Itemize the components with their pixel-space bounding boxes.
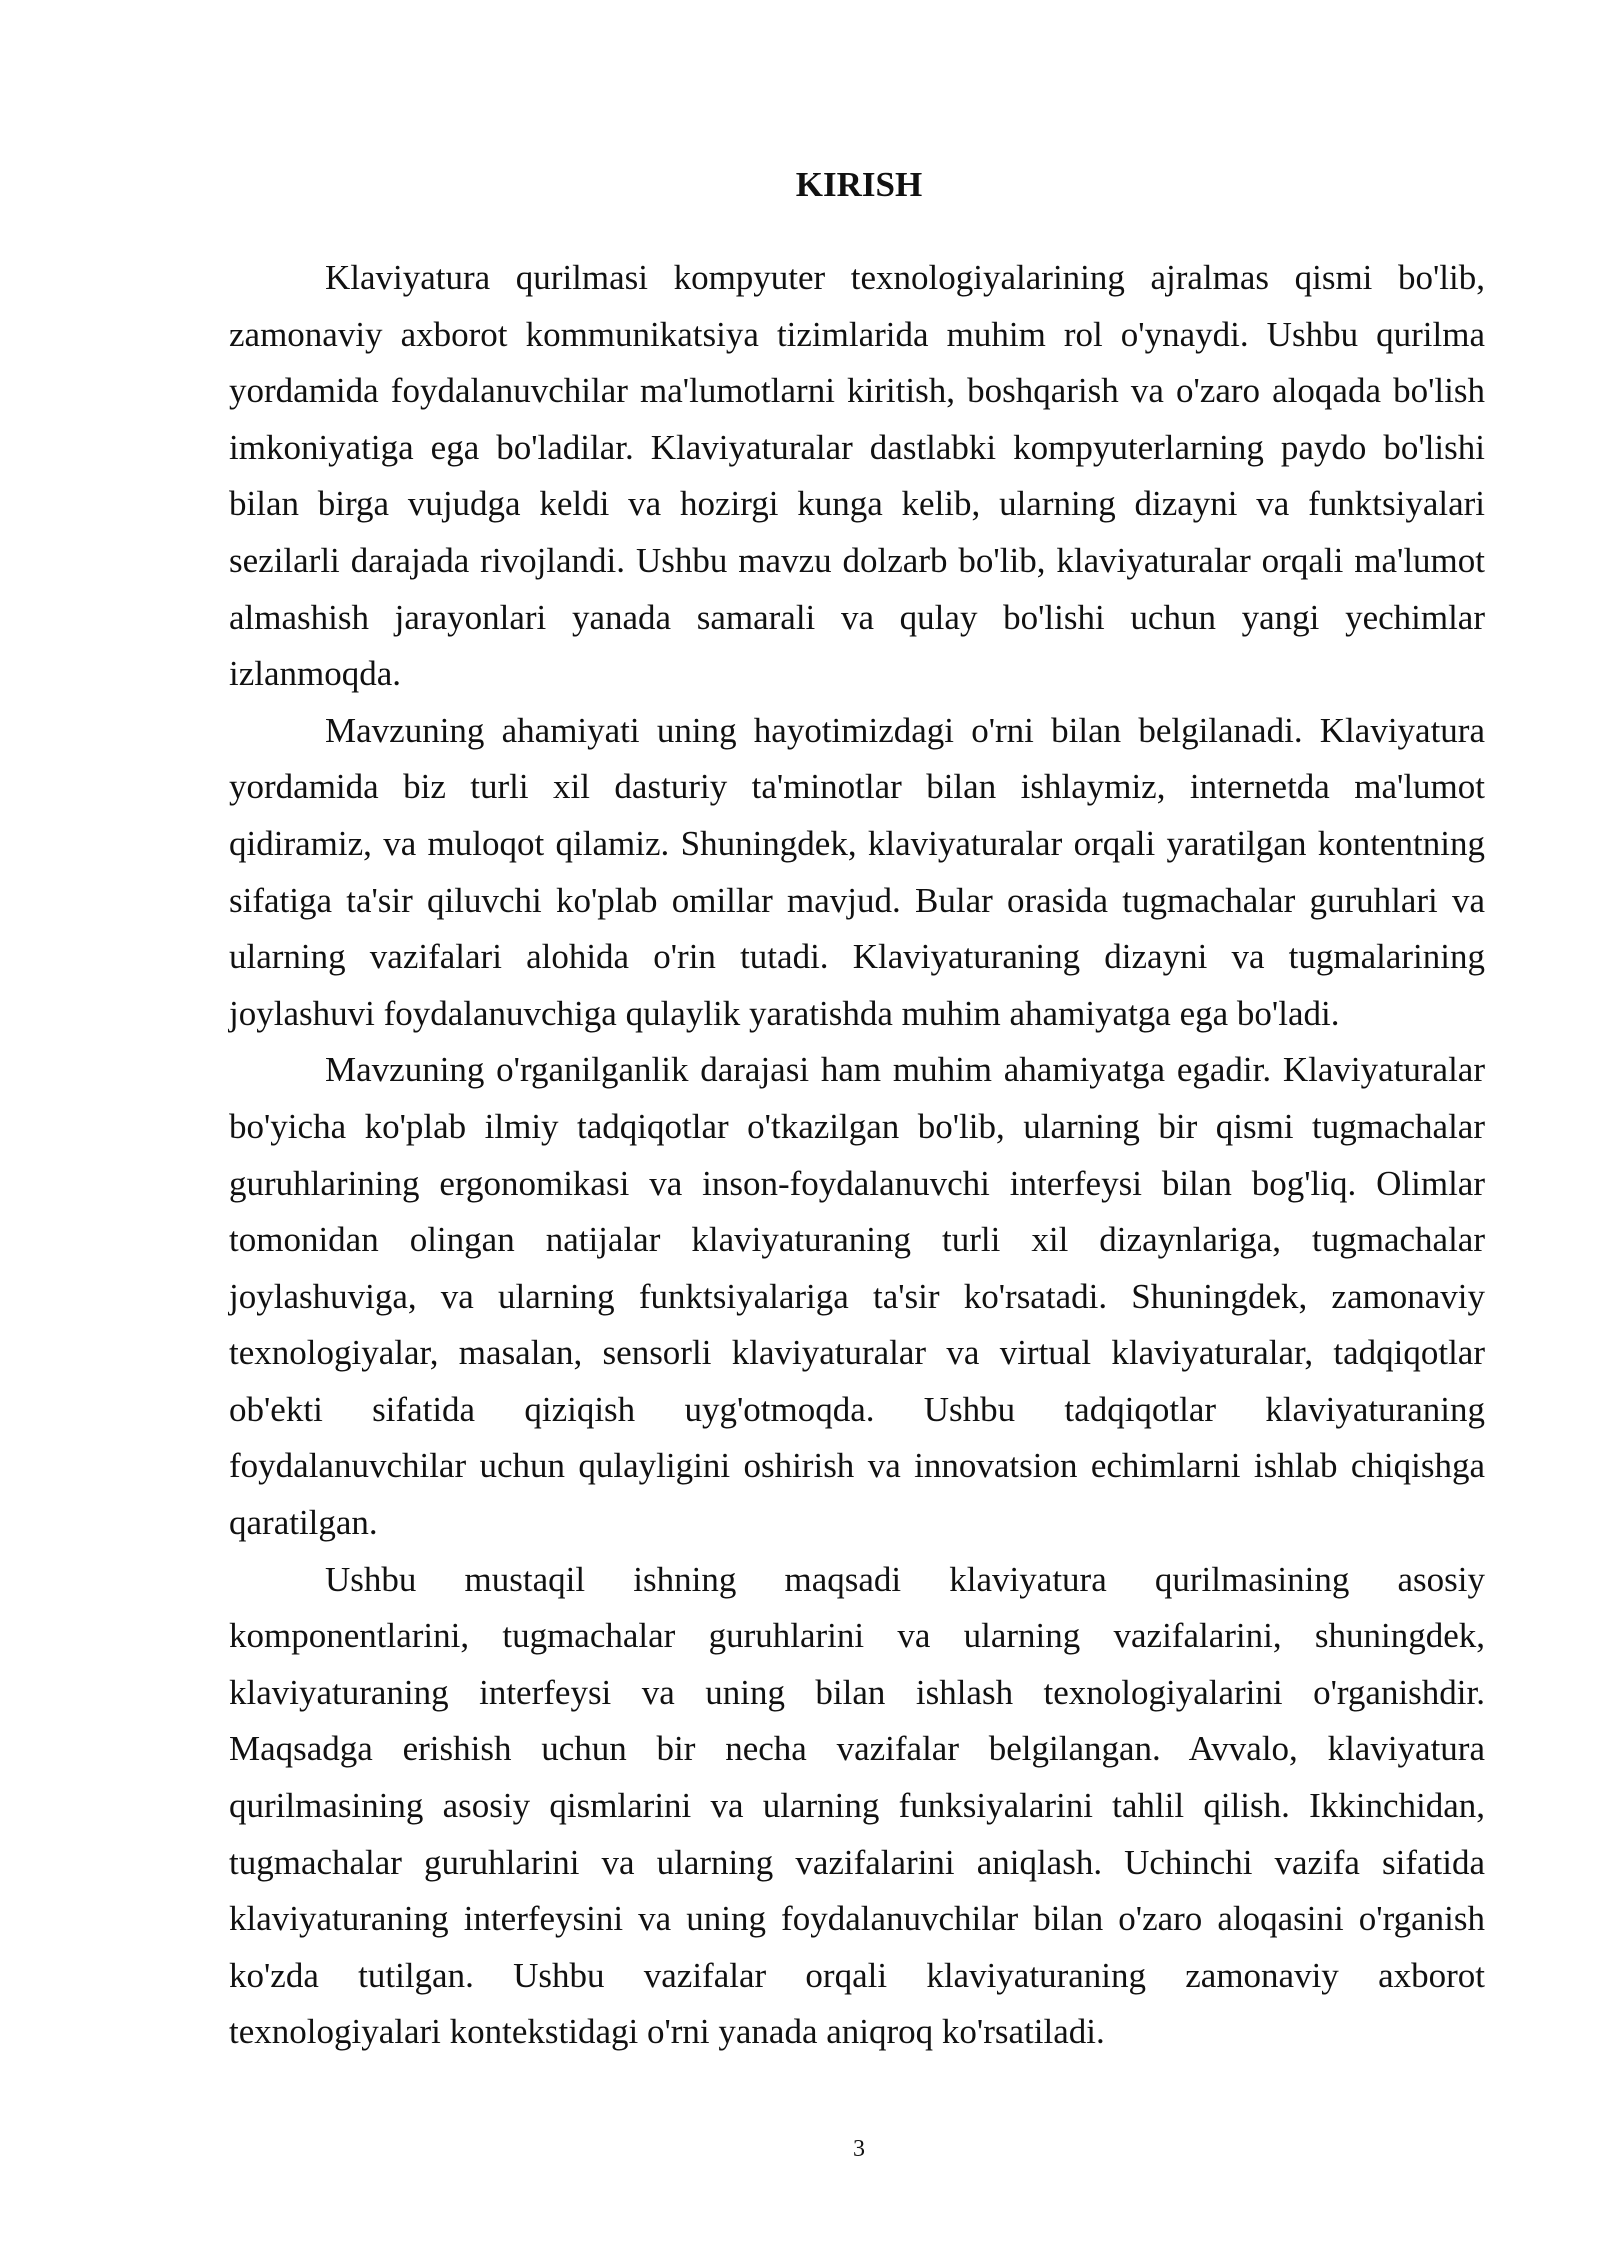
- paragraph-goals: Ushbu mustaqil ishning maqsadi klaviyatura qurilmasining asosiy komponentlarini, tugmachalar guruhlarini va ularning vazifalarini, shuningdek, klaviyaturaning interfeysi va uning bilan ishlash texnologiyalarini o'rganishdir. Maqsadga erishish uchun bir necha vazifalar belgilangan. Avvalo, klaviyatura qurilmasining asosiy qismlarini va ularning funksiyalarini tahlil qilish. Ikkinchidan, tugmachalar guruhlarini va ularning vazifalarini aniqlash. Uchinchi vazifa sifatida klaviyaturaning interfeysini va uning foydalanuvchilar bilan o'zaro aloqasini o'rganish ko'zda tutilgan. Ushbu vazifalar orqali klaviyaturaning zamonaviy axborot texnologiyalari kontekstidagi o'rni yanada aniqroq ko'rsatiladi.: [229, 1559, 1485, 2052]
- page-number: 3: [853, 2136, 865, 2162]
- section-title: KIRISH: [795, 165, 923, 204]
- paragraph-importance: Mavzuning ahamiyati uning hayotimizdagi o'rni bilan belgilanadi. Klaviyatura yordamida biz turli xil dasturiy ta'minotlar bilan ishlaymiz, internetda ma'lumot qidiramiz, va muloqot qilamiz. Shuningdek, klaviyaturalar orqali yaratilgan kontentning sifatiga ta'sir qiluvchi ko'plab omillar mavjud. Bular orasida tugmachalar guruhlari va ularning vazifalari alohida o'rin tutadi. Klaviyaturaning dizayni va tugmalarining joylashuvi foydalanuvchiga qulaylik yaratishda muhim ahamiyatga ega bo'ladi.: [229, 710, 1485, 1033]
- paragraph-introduction: Klaviyatura qurilmasi kompyuter texnologiyalarining ajralmas qismi bo'lib, zamonaviy axborot kommunikatsiya tizimlarida muhim rol o'ynaydi. Ushbu qurilma yordamida foydalanuvchilar ma'lumotlarni kiritish, boshqarish va o'zaro aloqada bo'lish imkoniyatiga ega bo'ladilar. Klaviyaturalar dastlabki kompyuterlarning paydo bo'lishi bilan birga vujudga keldi va hozirgi kunga kelib, ularning dizayni va funktsiyalari sezilarli darajada rivojlandi. Ushbu mavzu dolzarb bo'lib, klaviyaturalar orqali ma'lumot almashish jarayonlari yanada samarali va qulay bo'lishi uchun yangi yechimlar izlanmoqda.: [229, 258, 1485, 694]
- body-text: [229, 250, 1485, 2061]
- paragraph-research-level: Mavzuning o'rganilganlik darajasi ham muhim ahamiyatga egadir. Klaviyaturalar bo'yicha ko'plab ilmiy tadqiqotlar o'tkazilgan bo'lib, ularning bir qismi tugmachalar guruhlarining ergonomikasi va inson-foydalanuvchi interfeysi bilan bog'liq. Olimlar tomonidan olingan natijalar klaviyaturaning turli xil dizaynlariga, tugmachalar joylashuviga, va ularning funktsiyalariga ta'sir ko'rsatadi. Shuningdek, zamonaviy texnologiyalar, masalan, sensorli klaviyaturalar va virtual klaviyaturalar, tadqiqotlar ob'ekti sifatida qiziqish uyg'otmoqda. Ushbu tadqiqotlar klaviyaturaning foydalanuvchilar uchun qulayligini oshirish va innovatsion echimlarni ishlab chiqishga qaratilgan.: [229, 1050, 1485, 1543]
